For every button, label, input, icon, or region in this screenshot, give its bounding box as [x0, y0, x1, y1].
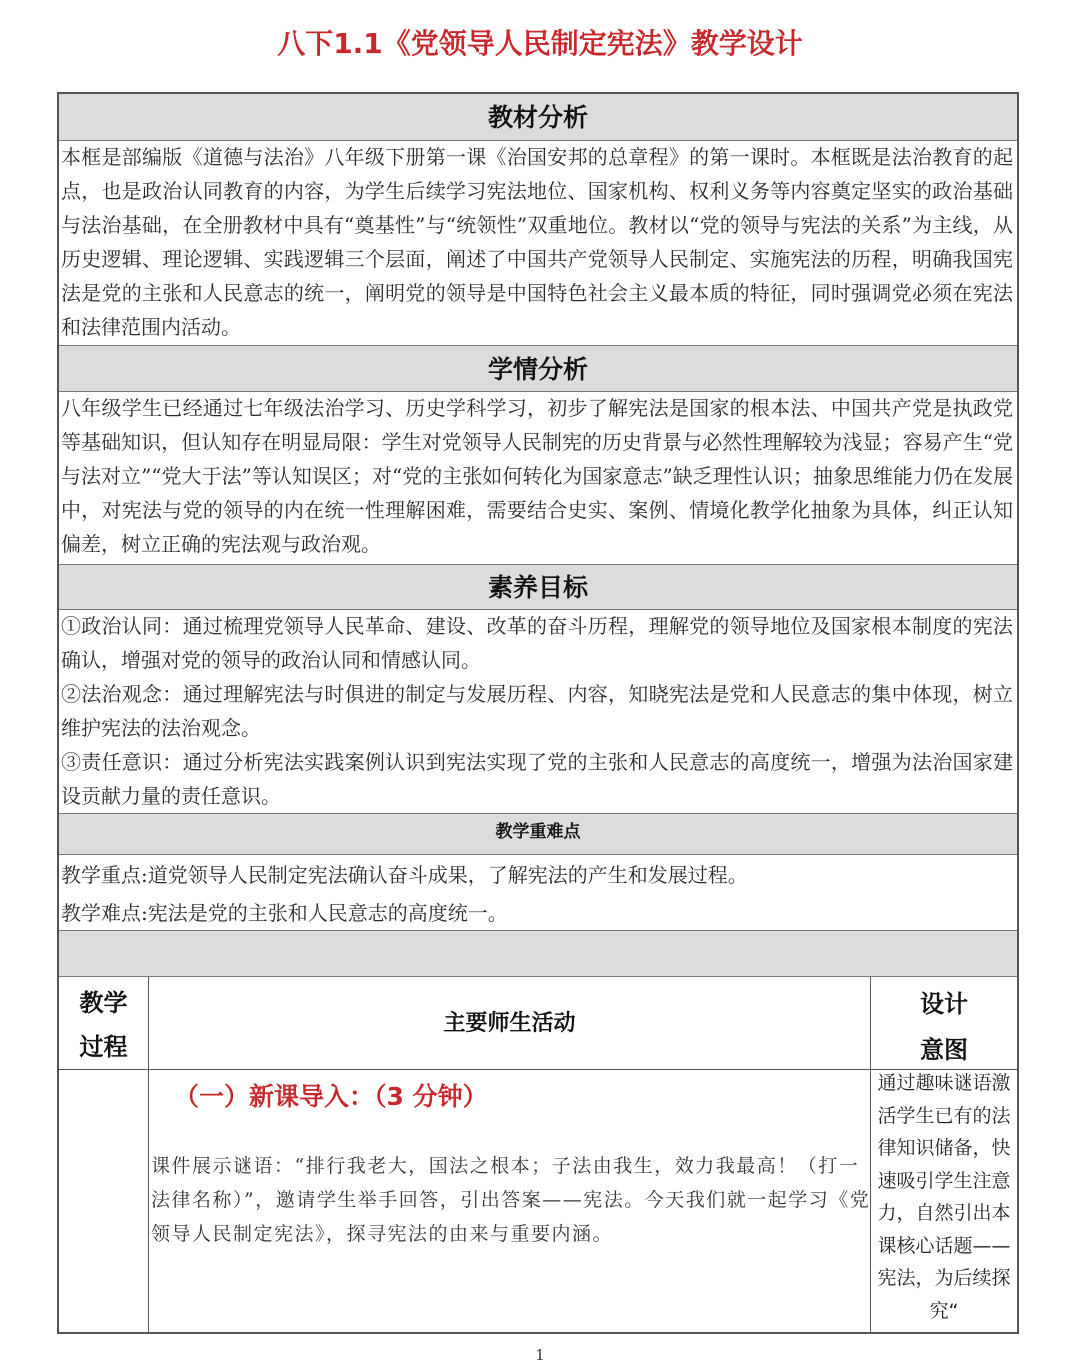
student-analysis-text: 八年级学生已经通过七年级法治学习、历史学科学习，初步了解宪法是国家的根本法、中国共产党是执政党等基础知识，但认知存在明显局限：学生对党领导人民制宪的历史背景与必然性理解较为浅显；容易产生“党与法对立”“党大于法”等认知误区；对“党的主张如何转化为国家意志”缺乏理性认识；抽象思维能力仍在发展中，对宪法与党的领导的内在统一性理解困难，需要结合史实、案例、情境化教学化抽象为具体，纠正认知偏差，树立正确的宪法观与政治观。: [61, 396, 1013, 556]
lesson-plan-table: [57, 92, 1019, 1334]
document-title: 八下1.1《党领导人民制定宪法》教学设计: [277, 27, 803, 60]
column-header-intent: 设计 意图: [920, 990, 968, 1064]
goal-item: ①政治认同：通过梳理党领导人民革命、建设、改革的奋斗历程，理解党的领导地位及国家根本制度的宪法确认，增强对党的领导的政治认同和情感认同。: [61, 614, 1013, 672]
goals-list: [61, 609, 1013, 813]
column-header-activities: 主要师生活动: [443, 1011, 576, 1036]
column-header-process: 教学 过程: [79, 989, 128, 1061]
section-heading-material: 教材分析: [59, 94, 1017, 141]
intro-section-title: （一）新课导入：（3 分钟）: [174, 1082, 488, 1111]
section-heading-keypoints: 教学重难点: [59, 813, 1017, 855]
keypoints-list: [61, 856, 1013, 932]
intro-activity-text: 课件展示谜语：“排行我老大，国法之根本；子法由我生，效力我最高！（打一法律名称）”，邀请学生举手回答，引出答案——宪法。今天我们就一起学习《党领导人民制定宪法》，探寻宪法的由来与重要内涵。: [151, 1155, 871, 1245]
keypoint-item: 教学重点:道党领导人民制定宪法确认奋斗成果，了解宪法的产生和发展过程。: [61, 863, 748, 887]
goal-item: ②法治观念：通过理解宪法与时俱进的制定与发展历程、内容，知晓宪法是党和人民意志的集中体现，树立维护宪法的法治观念。: [61, 682, 1013, 740]
section-heading-goals: 素养目标: [59, 564, 1017, 610]
goal-item: ③责任意识：通过分析宪法实践案例认识到宪法实现了党的主张和人民意志的高度统一，增强为法治国家建设贡献力量的责任意识。: [61, 750, 1013, 808]
material-analysis-text: 本框是部编版《道德与法治》八年级下册第一课《治国安邦的总章程》的第一课时。本框既是法治教育的起点，也是政治认同教育的内容，为学生后续学习宪法地位、国家机构、权利义务等内容奠定坚实的政治基础与法治基础，在全册教材中具有“奠基性”与“统领性”双重地位。教材以“党的领导与宪法的关系”为主线，从历史逻辑、理论逻辑、实践逻辑三个层面，阐述了中国共产党领导人民制定、实施宪法的历程，明确我国宪法是党的主张和人民意志的统一，阐明党的领导是中国特色社会主义最本质的特征，同时强调党必须在宪法和法律范围内活动。: [61, 145, 1013, 339]
keypoint-item: 教学难点:宪法是党的主张和人民意志的高度统一。: [61, 901, 508, 925]
intro-design-intent: 通过趣味谜语激活学生已有的法律知识储备，快速吸引学生注意力，自然引出本课核心话题——宪法，为后续探究“: [877, 1072, 1011, 1322]
empty-gray-band: [59, 930, 1017, 977]
page-number: 1: [535, 1346, 545, 1364]
section-heading-students: 学情分析: [59, 345, 1017, 392]
